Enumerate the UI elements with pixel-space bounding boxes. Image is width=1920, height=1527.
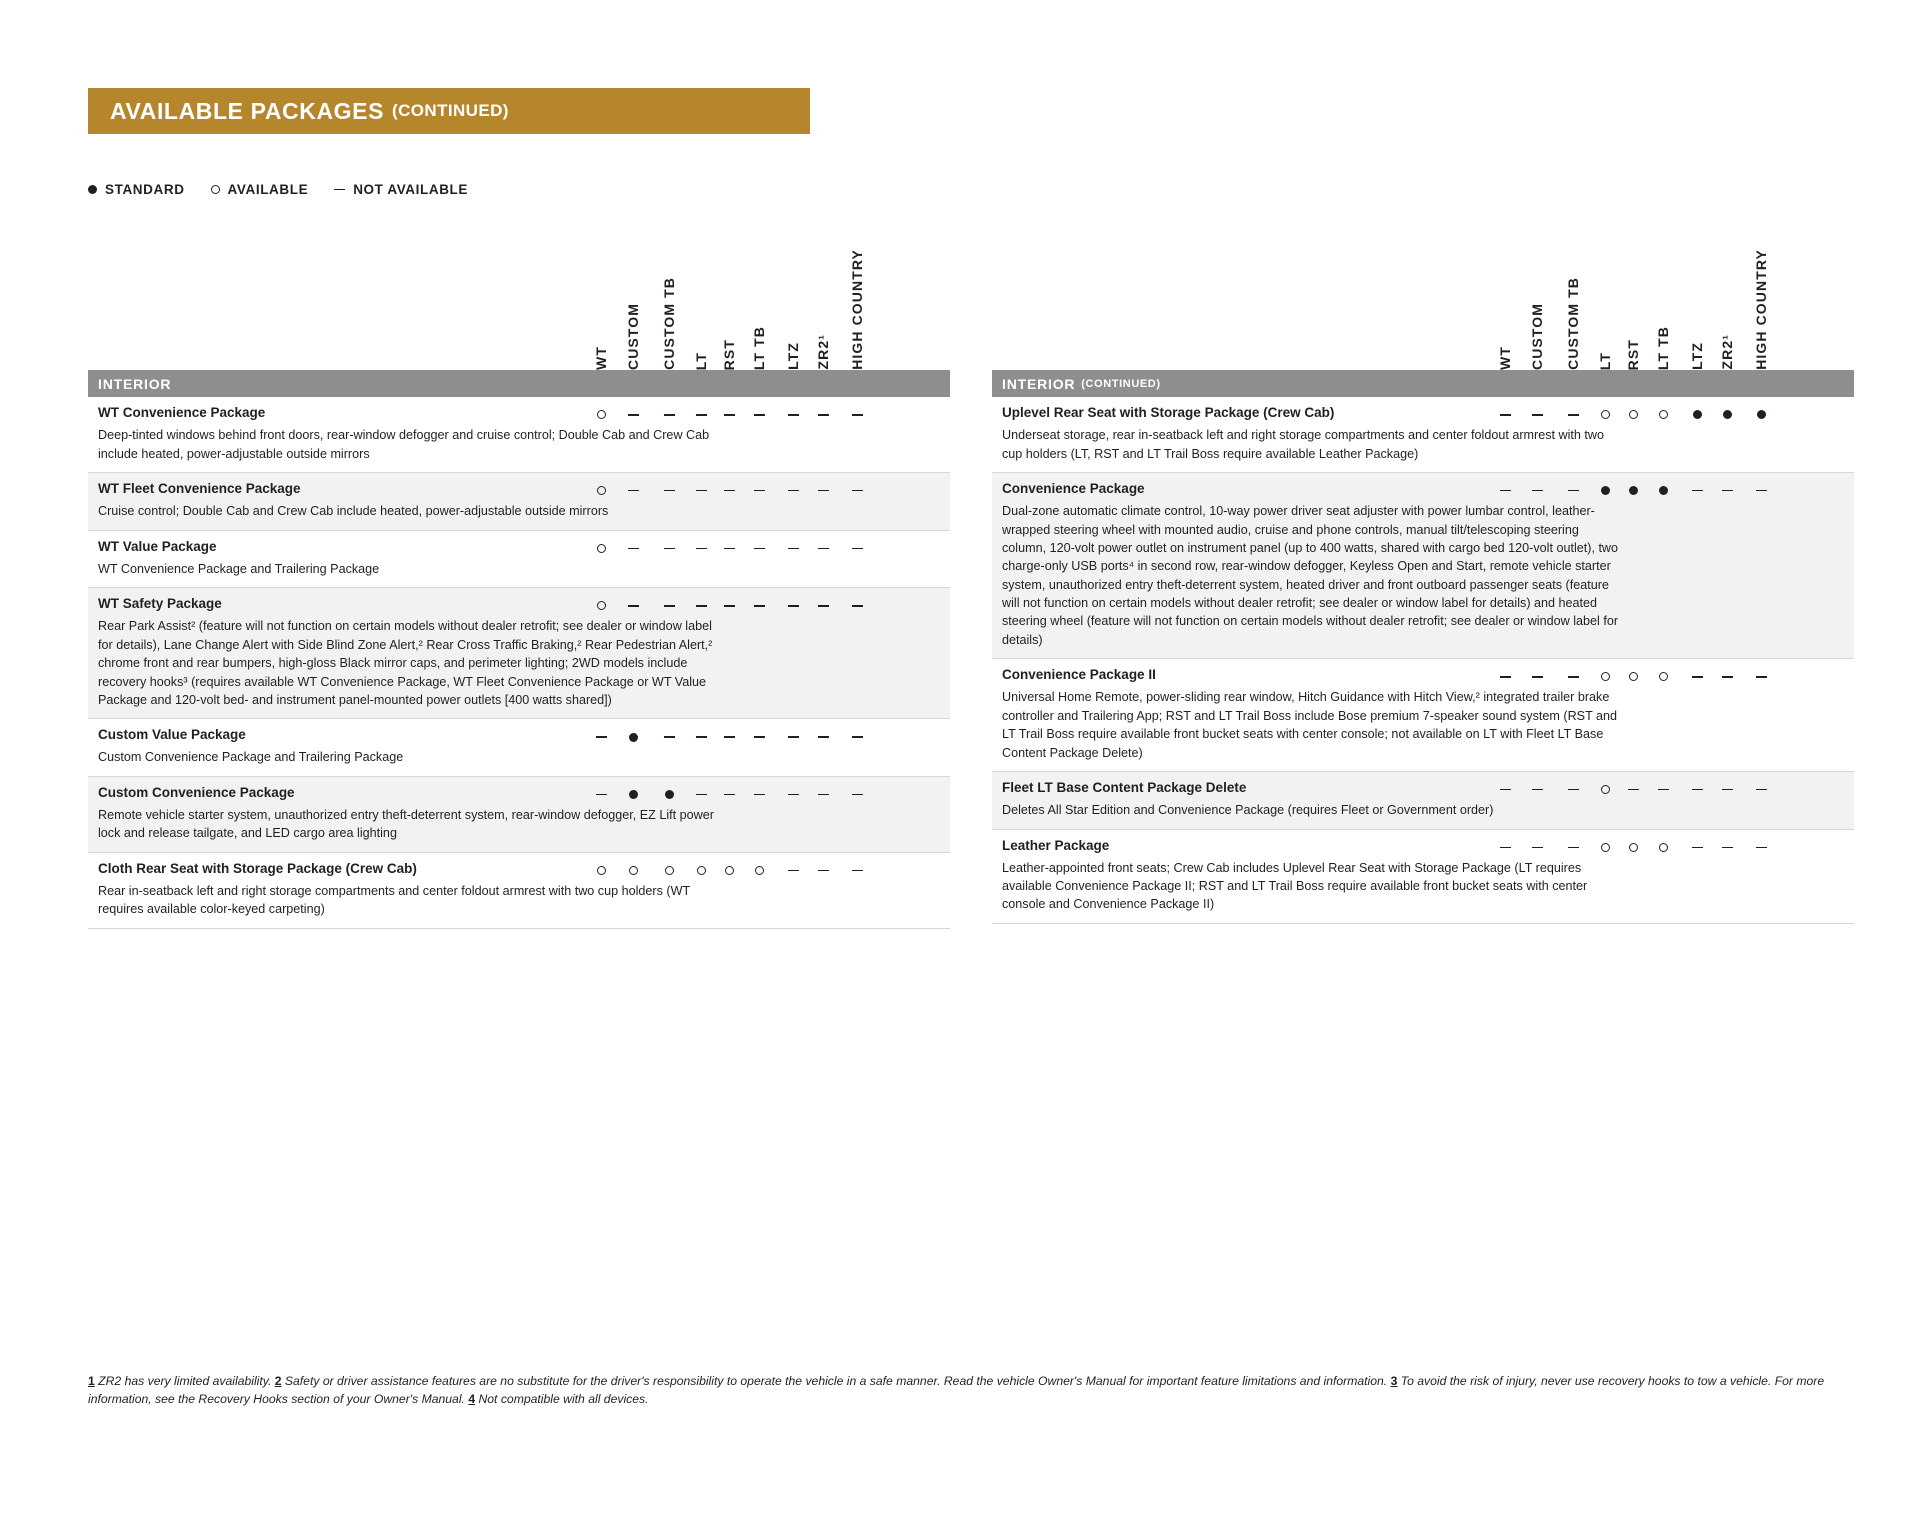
availability-mark-dash — [1684, 782, 1710, 798]
model-column-header-high-country — [844, 185, 870, 370]
availability-mark-dash — [844, 483, 870, 499]
footnote-text: Safety or driver assistance features are no substitute for the driver's responsibility to operate the vehicle in a safe manner. Read the vehicle Owner's Manual for important feature limitations and information. — [281, 1374, 1391, 1388]
footnote-number: 4 — [468, 1392, 476, 1407]
model-column-label: LT TB — [1655, 325, 1671, 370]
model-column-header-lt — [1592, 185, 1618, 370]
availability-mark-dash — [716, 598, 742, 614]
feature-description: Rear in-seatback left and right storage compartments and center foldout armrest with two cup holders (WT requires available color-keyed carpeting) — [98, 884, 690, 917]
footnote-number: 3 — [1390, 1374, 1398, 1388]
availability-mark-dash — [1714, 669, 1740, 685]
feature-name: WT Convenience Package — [98, 405, 266, 420]
model-column-header-custom-tb — [1560, 185, 1586, 370]
model-column-label: LT — [1597, 351, 1613, 370]
model-column-label: LT TB — [751, 325, 767, 370]
model-column-header-lt-tb — [1650, 185, 1676, 370]
availability-mark-open — [746, 863, 772, 879]
model-column-label: CUSTOM TB — [661, 277, 677, 370]
availability-mark-dash — [746, 407, 772, 423]
availability-mark-dash — [844, 729, 870, 745]
left-section-header — [88, 370, 950, 397]
feature-name: Convenience Package — [1002, 480, 1145, 496]
model-column-label: WT — [593, 346, 609, 370]
availability-mark-dash — [844, 598, 870, 614]
legend-label-standard: STANDARD — [105, 182, 185, 197]
legend-label-available: AVAILABLE — [227, 182, 309, 197]
availability-mark-dash — [1620, 782, 1646, 798]
right-rows — [992, 397, 1854, 924]
page-title: AVAILABLE PACKAGES — [110, 97, 385, 124]
feature-row — [992, 830, 1854, 924]
feature-description: Underseat storage, rear in-seatback left and right storage compartments and center foldout armrest with two cup holders (LT, RST and LT Trail Boss require available Leather Package) — [1002, 428, 1604, 461]
availability-mark-filled — [1714, 407, 1740, 423]
availability-mark-dash — [1748, 782, 1774, 798]
model-column-header-rst — [1620, 185, 1646, 370]
right-section-header — [992, 370, 1854, 397]
availability-mark-open — [1650, 669, 1676, 685]
availability-mark-dash — [1714, 483, 1740, 499]
availability-mark-dash — [1684, 483, 1710, 499]
model-column-label: LT — [693, 351, 709, 370]
model-column-header-custom — [620, 185, 646, 370]
availability-mark-dash — [810, 541, 836, 557]
availability-mark-dash — [746, 541, 772, 557]
availability-mark-open — [1620, 407, 1646, 423]
feature-description: Cruise control; Double Cab and Crew Cab include heated, power-adjustable outside mirrors — [98, 504, 609, 519]
availability-mark-open — [1620, 840, 1646, 856]
availability-mark-dash — [844, 407, 870, 423]
model-column-label: LTZ — [785, 342, 801, 370]
model-column-header-custom — [1524, 185, 1550, 370]
availability-mark-dash — [1684, 669, 1710, 685]
availability-mark-dash — [780, 483, 806, 499]
footnote-text: Not compatible with all devices. — [475, 1392, 649, 1407]
feature-description: Rear Park Assist² (feature will not function on certain models without dealer retrofit; see dealer or window label for details), Lane Change Alert with Side Blind Zone Alert,² Rear Cross Traffic Braking,² Rear Pedestrian Alert,² chrome front and rear bumpers, high-gloss Black mirror caps, and perimeter lighting; 2WD models include recovery hooks³ (requires available WT Convenience Package, WT Fleet Convenience Package or WT Value Package and 120-volt bed- and instrument panel-mounted power outlets [400 watts shared]) — [98, 619, 713, 707]
availability-mark-dash — [810, 483, 836, 499]
left-model-headers — [88, 180, 950, 370]
model-column-label: CUSTOM — [625, 302, 641, 370]
availability-mark-dash — [1714, 840, 1740, 856]
availability-mark-dash — [1684, 840, 1710, 856]
model-column-label: WT — [1497, 346, 1513, 370]
feature-row — [992, 659, 1854, 772]
model-column-label: LTZ — [1689, 342, 1705, 370]
right-model-headers — [992, 180, 1854, 370]
feature-row — [88, 473, 950, 531]
model-column-header-wt — [588, 185, 614, 370]
availability-mark-dash — [746, 598, 772, 614]
availability-mark-dash — [716, 541, 742, 557]
availability-mark-open — [1620, 669, 1646, 685]
right-section-subtitle: (CONTINUED) — [1081, 377, 1161, 390]
availability-mark-dash — [844, 863, 870, 879]
feature-description: Dual-zone automatic climate control, 10-way power driver seat adjuster with power lumbar control, leather-wrapped steering wheel with mounted audio, cruise and phone controls, manual tilt/telescoping steering column, 120-volt power outlet on instrument panel (up to 400 watts, shared with cargo bed 120-volt outlet), two charge-only USB ports⁴ in second row, rear-window defogger, Keyless Open and Start, remote vehicle starter system, unauthorized entry theft-deterrent system, heated driver and front outboard passenger seats (feature will not function on certain models without dealer retrofit; see dealer or window label for details) and heated steering wheel (feature will not function on certain models without dealer retrofit; see dealer or window label for details) — [1002, 504, 1619, 647]
feature-description: Remote vehicle starter system, unauthorized entry theft-deterrent system, rear-window defogger, EZ Lift power lock and release tailgate, and LED cargo area lighting — [98, 808, 714, 841]
left-section-title: INTERIOR — [98, 375, 172, 392]
page-title-continued: (CONTINUED) — [392, 101, 509, 120]
model-column-header-zr2 — [1714, 185, 1740, 370]
availability-mark-dash — [746, 787, 772, 803]
feature-description: Universal Home Remote, power-sliding rear window, Hitch Guidance with Hitch View,² integrated trailer brake controller and Trailering App; RST and LT Trail Boss include Bose premium 7-speaker sound system (RST and LT Trail Boss require available front bucket seats with center console; not available on LT with Fleet LT Base Content Package Delete) — [1002, 690, 1618, 760]
availability-mark-dash — [780, 541, 806, 557]
feature-row — [88, 853, 950, 929]
footnote-text: ZR2 has very limited availability. — [94, 1374, 275, 1388]
model-column-header-ltz — [1684, 185, 1710, 370]
feature-row — [88, 777, 950, 853]
availability-mark-dash — [844, 787, 870, 803]
feature-row — [88, 397, 950, 473]
right-section-title: INTERIOR — [1002, 375, 1076, 392]
model-column-header-ltz — [780, 185, 806, 370]
model-column-label: CUSTOM — [1529, 302, 1545, 370]
feature-row — [88, 588, 950, 719]
availability-mark-dash — [1748, 483, 1774, 499]
availability-mark-open — [1650, 407, 1676, 423]
feature-name: Custom Convenience Package — [98, 784, 295, 800]
availability-mark-dash — [746, 729, 772, 745]
left-rows — [88, 397, 950, 929]
availability-mark-dash — [780, 598, 806, 614]
feature-description: WT Convenience Package and Trailering Package — [98, 561, 380, 576]
left-table — [88, 180, 950, 929]
model-column-label: CUSTOM TB — [1565, 277, 1581, 370]
availability-mark-dash — [716, 729, 742, 745]
feature-name: Leather Package — [1002, 837, 1110, 853]
feature-description: Custom Convenience Package and Trailering Package — [98, 750, 404, 765]
feature-description: Leather-appointed front seats; Crew Cab includes Uplevel Rear Seat with Storage Package (LT requires available Convenience Package II; RST and LT Trail Boss require available front bucket seats with center console and Convenience Package II) — [1002, 860, 1588, 912]
availability-mark-dash — [810, 598, 836, 614]
availability-mark-dash — [810, 787, 836, 803]
model-column-label: RST — [721, 338, 737, 370]
right-table — [992, 180, 1854, 924]
feature-name: Convenience Package II — [1002, 667, 1156, 683]
model-column-label: RST — [1625, 338, 1641, 370]
availability-mark-dash — [810, 407, 836, 423]
model-column-header-custom-tb — [656, 185, 682, 370]
feature-description: Deep-tinted windows behind front doors, rear-window defogger and cruise control; Double Cab and Crew Cab include heated, power-adjustable outside mirrors — [98, 428, 710, 461]
availability-mark-dash — [746, 483, 772, 499]
feature-row — [992, 473, 1854, 659]
legend-label-not-available: NOT AVAILABLE — [353, 182, 468, 197]
availability-mark-open — [1650, 840, 1676, 856]
feature-name: Uplevel Rear Seat with Storage Package (Crew Cab) — [1002, 405, 1335, 420]
model-column-header-lt — [688, 185, 714, 370]
model-column-header-wt — [1492, 185, 1518, 370]
feature-row — [992, 772, 1854, 830]
feature-description: Deletes All Star Edition and Convenience Package (requires Fleet or Government order) — [1002, 803, 1494, 818]
availability-mark-filled — [1620, 483, 1646, 499]
feature-name: WT Fleet Convenience Package — [98, 480, 301, 496]
model-column-label: ZR2¹ — [1719, 334, 1735, 370]
feature-name: Custom Value Package — [98, 727, 246, 743]
feature-name: WT Safety Package — [98, 596, 222, 612]
feature-row — [88, 531, 950, 589]
model-column-header-zr2 — [810, 185, 836, 370]
model-column-label: HIGH COUNTRY — [849, 249, 865, 370]
availability-mark-dash — [780, 729, 806, 745]
availability-mark-dash — [1748, 840, 1774, 856]
availability-mark-filled — [1650, 483, 1676, 499]
availability-mark-dash — [1748, 669, 1774, 685]
availability-mark-dash — [1714, 782, 1740, 798]
feature-name: WT Value Package — [98, 538, 217, 554]
availability-mark-dash — [716, 787, 742, 803]
availability-mark-dash — [716, 483, 742, 499]
availability-mark-dash — [780, 407, 806, 423]
availability-mark-dash — [780, 863, 806, 879]
footnotes — [88, 1372, 1848, 1409]
model-column-header-high-country — [1748, 185, 1774, 370]
footnote-number: 2 — [274, 1374, 282, 1388]
availability-mark-dash — [1650, 782, 1676, 798]
model-column-header-rst — [716, 185, 742, 370]
model-column-header-lt-tb — [746, 185, 772, 370]
footnote-number: 1 — [88, 1374, 95, 1388]
model-column-label: ZR2¹ — [815, 334, 831, 370]
footnote-text: To avoid the risk of injury, never use recovery hooks to tow a vehicle. For more information, see the Recovery Hooks section of your Owner's Manual. — [88, 1374, 1825, 1407]
availability-mark-dash — [780, 787, 806, 803]
feature-name: Cloth Rear Seat with Storage Package (Crew Cab) — [98, 860, 417, 876]
availability-mark-dash — [810, 863, 836, 879]
availability-mark-dash — [844, 541, 870, 557]
availability-mark-open — [716, 863, 742, 879]
feature-row — [88, 719, 950, 777]
availability-mark-dash — [810, 729, 836, 745]
availability-mark-dash — [716, 407, 742, 423]
availability-mark-filled — [1748, 407, 1774, 423]
page-title-banner — [88, 88, 810, 134]
feature-row — [992, 397, 1854, 473]
availability-mark-filled — [1684, 407, 1710, 423]
model-column-label: HIGH COUNTRY — [1753, 249, 1769, 370]
feature-name: Fleet LT Base Content Package Delete — [1002, 779, 1247, 795]
